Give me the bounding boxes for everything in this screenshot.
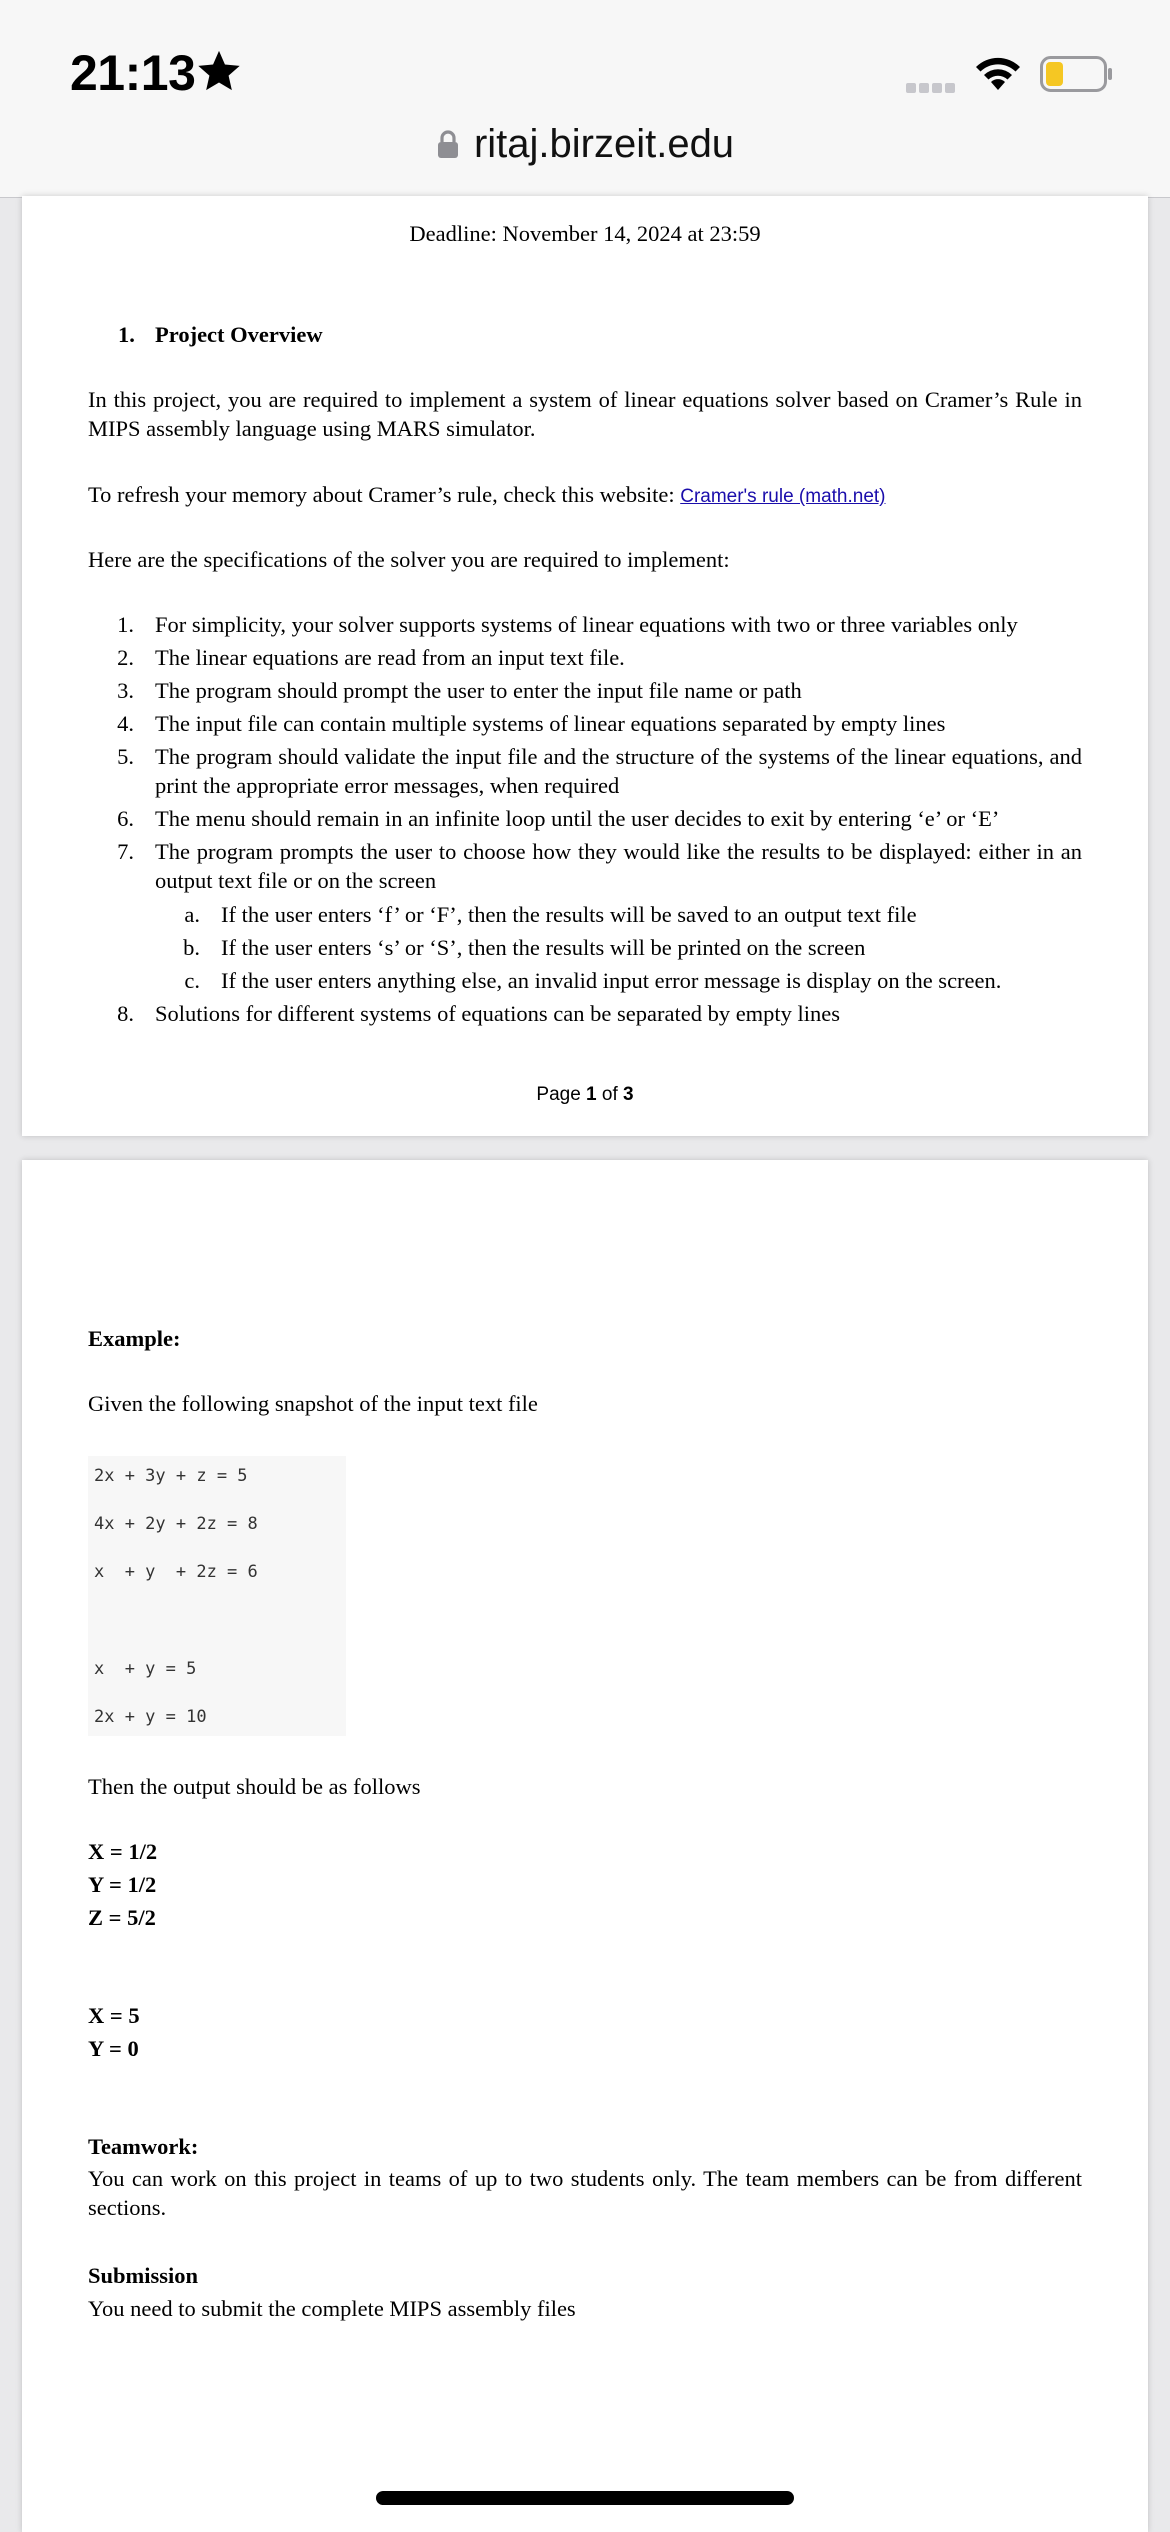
list-item: The program prompts the user to choose how they would like the results to be displayed: either in an output text file or on the screen: [155, 839, 1082, 893]
code-line: 4x + 2y + 2z = 8: [94, 1514, 258, 1534]
status-time: 21:13: [70, 45, 196, 101]
deadline-text: Deadline: November 14, 2024 at 23:59: [409, 221, 761, 246]
solution-line: X = 5: [88, 2003, 140, 2028]
code-line: 2x + 3y + z = 5: [94, 1466, 248, 1486]
list-item-number: 7.: [117, 839, 134, 864]
browser-top-bar: [0, 0, 1170, 198]
list-item-number: 5.: [117, 744, 134, 769]
battery-icon: [1040, 56, 1114, 92]
pdf-page-2: [22, 1160, 1148, 2532]
code-line: x + y + 2z = 6: [94, 1562, 258, 1582]
solution-line: Y = 0: [88, 2036, 139, 2061]
page-current: 1: [586, 1084, 597, 1105]
url-text: ritaj.birzeit.edu: [473, 122, 735, 166]
teamwork-heading: Teamwork:: [88, 2134, 199, 2159]
page-footer: Page 1 of 3: [536, 1084, 634, 1105]
list-item: The linear equations are read from an input text file.: [155, 645, 625, 670]
example-heading: Example:: [88, 1326, 181, 1351]
list-item: The program should prompt the user to enter the input file name or path: [155, 678, 802, 703]
list-item: For simplicity, your solver supports systems of linear equations with two or three variables only: [155, 612, 1018, 637]
list-item-number: 1.: [117, 612, 134, 637]
list-item: The program should validate the input file and the structure of the systems of the linear equations, and print the appropriate error messages, when required: [155, 744, 1082, 798]
address-bar[interactable]: [0, 122, 1170, 167]
submission-heading: Submission: [88, 2263, 199, 2288]
page-total: 3: [623, 1084, 634, 1105]
list-item-number: 2.: [117, 645, 134, 670]
list-item-number: 8.: [117, 1001, 134, 1026]
submission-text: You need to submit the complete MIPS assembly files: [88, 2296, 576, 2321]
code-line: 2x + y = 10: [94, 1707, 207, 1727]
section-number: 1.: [118, 322, 135, 347]
home-indicator[interactable]: [376, 2491, 794, 2505]
lock-icon: [436, 129, 460, 159]
cellular-signal-icon: [906, 80, 960, 92]
list-item: Solutions for different systems of equations can be separated by empty lines: [155, 1001, 841, 1026]
wifi-icon: [972, 52, 1024, 92]
solution-line: Z = 5/2: [88, 1905, 156, 1930]
cramers-rule-link[interactable]: Cramer's rule (math.net): [680, 486, 886, 507]
sub-list-item-letter: c.: [184, 968, 200, 993]
teamwork-text: You can work on this project in teams of up to two students only. The team members can be from different sections.: [88, 2166, 1082, 2220]
section-title: Project Overview: [155, 322, 323, 347]
sub-list-item: If the user enters anything else, an invalid input error message is display on the screen.: [221, 968, 1002, 993]
solution-line: Y = 1/2: [88, 1872, 157, 1897]
solution-line: X = 1/2: [88, 1839, 158, 1864]
list-item-number: 6.: [117, 806, 134, 831]
input-file-snapshot: [88, 1456, 346, 1736]
output-intro: Then the output should be as follows: [88, 1774, 421, 1799]
spec-intro: Here are the specifications of the solver you are required to implement:: [88, 547, 730, 572]
star-icon: [196, 48, 242, 94]
sub-list-item-letter: a.: [184, 902, 200, 927]
code-line: x + y = 5: [94, 1659, 197, 1679]
refresh-paragraph: [88, 480, 1082, 511]
list-item-number: 3.: [117, 678, 134, 703]
sub-list-item: If the user enters ‘s’ or ‘S’, then the results will be printed on the screen: [221, 935, 866, 960]
intro-paragraph: In this project, you are required to implement a system of linear equations solver based on Cramer’s Rule in MIPS assembly language using MARS simulator.: [88, 387, 1082, 441]
refresh-text: To refresh your memory about Cramer’s rule, check this website:: [88, 482, 681, 507]
sub-list-item: If the user enters ‘f’ or ‘F’, then the results will be saved to an output text file: [221, 902, 917, 927]
list-item-number: 4.: [117, 711, 134, 736]
list-item: The input file can contain multiple systems of linear equations separated by empty lines: [155, 711, 946, 736]
pdf-page-1: [22, 196, 1148, 1136]
list-item: The menu should remain in an infinite loop until the user decides to exit by entering ‘e’ or ‘E’: [155, 806, 1000, 831]
given-text: Given the following snapshot of the input text file: [88, 1391, 538, 1416]
sub-list-item-letter: b.: [183, 935, 200, 960]
